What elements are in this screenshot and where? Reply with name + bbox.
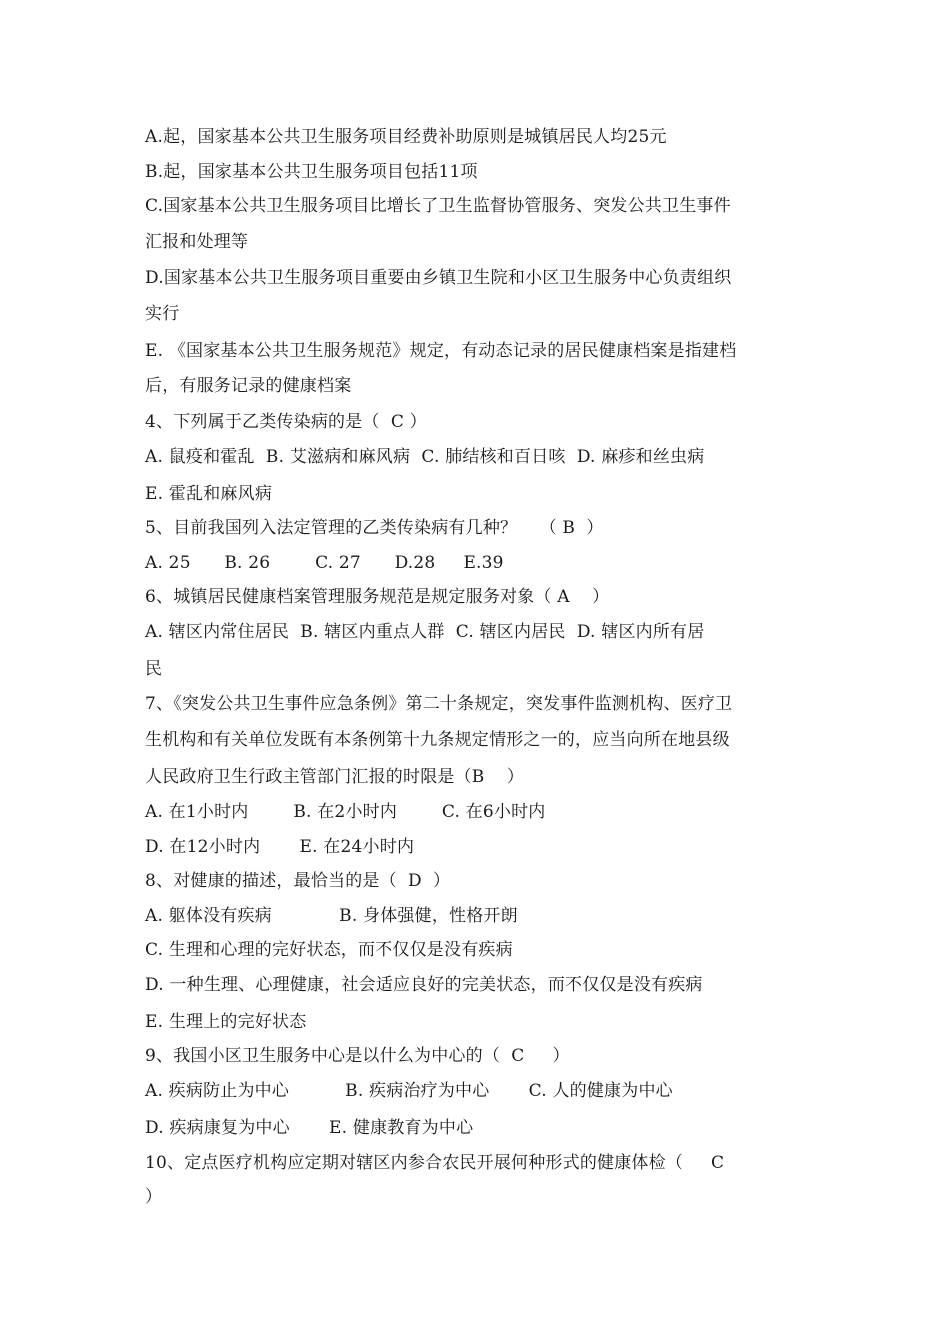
text-line: A. 25 B. 26 C. 27 D.28 E.39 xyxy=(145,553,504,573)
text-line: E. 霍乱和麻风病 xyxy=(145,484,273,504)
question-8: 8、对健康的描述，最恰当的是（ D ） xyxy=(145,871,451,891)
text-line: A. 辖区内常住居民 B. 辖区内重点人群 C. 辖区内居民 D. 辖区内所有居 xyxy=(145,622,705,642)
question-5: 5、目前我国列入法定管理的乙类传染病有几种？ （ B ） xyxy=(145,518,604,538)
text-line: A.起，国家基本公共卫生服务项目经费补助原则是城镇居民人均25元 xyxy=(145,127,667,147)
text-line: D. 疾病康复为中心 E. 健康教育为中心 xyxy=(145,1118,474,1138)
text-line: E. 生理上的完好状态 xyxy=(145,1012,307,1032)
text-line: C. 生理和心理的完好状态，而不仅仅是没有疾病 xyxy=(145,940,513,960)
text-line: 民 xyxy=(145,659,163,679)
text-line: 汇报和处理等 xyxy=(145,232,249,252)
text-line: 实行 xyxy=(145,304,180,324)
question-9: 9、我国小区卫生服务中心是以什么为中心的（ C ） xyxy=(145,1046,570,1066)
text-line: 生机构和有关单位发既有本条例第十九条规定情形之一的，应当向所在地县级 xyxy=(145,730,730,750)
text-line: D. 在12小时内 E. 在24小时内 xyxy=(145,837,415,857)
text-line: A. 在1小时内 B. 在2小时内 C. 在6小时内 xyxy=(145,802,546,822)
question-4: 4、下列属于乙类传染病的是（ C ） xyxy=(145,412,427,432)
text-line: B.起，国家基本公共卫生服务项目包括11项 xyxy=(145,162,478,182)
question-7: 7、《突发公共卫生事件应急条例》第二十条规定，突发事件监测机构、医疗卫 xyxy=(145,694,733,714)
text-line: D.国家基本公共卫生服务项目重要由乡镇卫生院和小区卫生服务中心负责组织 xyxy=(145,268,732,288)
text-line: E. 《国家基本公共卫生服务规范》规定，有动态记录的居民健康档案是指建档 xyxy=(145,341,737,361)
text-line: D. 一种生理、心理健康，社会适应良好的完美状态，而不仅仅是没有疾病 xyxy=(145,975,703,995)
text-line: A. 躯体没有疾病 B. 身体强健，性格开朗 xyxy=(145,906,518,926)
text-line: A. 疾病防止为中心 B. 疾病治疗为中心 C. 人的健康为中心 xyxy=(145,1081,673,1101)
text-line: C.国家基本公共卫生服务项目比增长了卫生监督协管服务、突发公共卫生事件 xyxy=(145,196,731,216)
text-line: 后，有服务记录的健康档案 xyxy=(145,376,352,396)
text-line: A. 鼠疫和霍乱 B. 艾滋病和麻风病 C. 肺结核和百日咳 D. 麻疹和丝虫病 xyxy=(145,447,705,467)
text-line: 人民政府卫生行政主管部门汇报的时限是（B ） xyxy=(145,767,525,787)
text-line: ） xyxy=(145,1187,163,1207)
question-6: 6、城镇居民健康档案管理服务规范是规定服务对象（ A ） xyxy=(145,587,610,607)
question-10: 10、定点医疗机构应定期对辖区内参合农民开展何种形式的健康体检（ C xyxy=(145,1153,725,1173)
